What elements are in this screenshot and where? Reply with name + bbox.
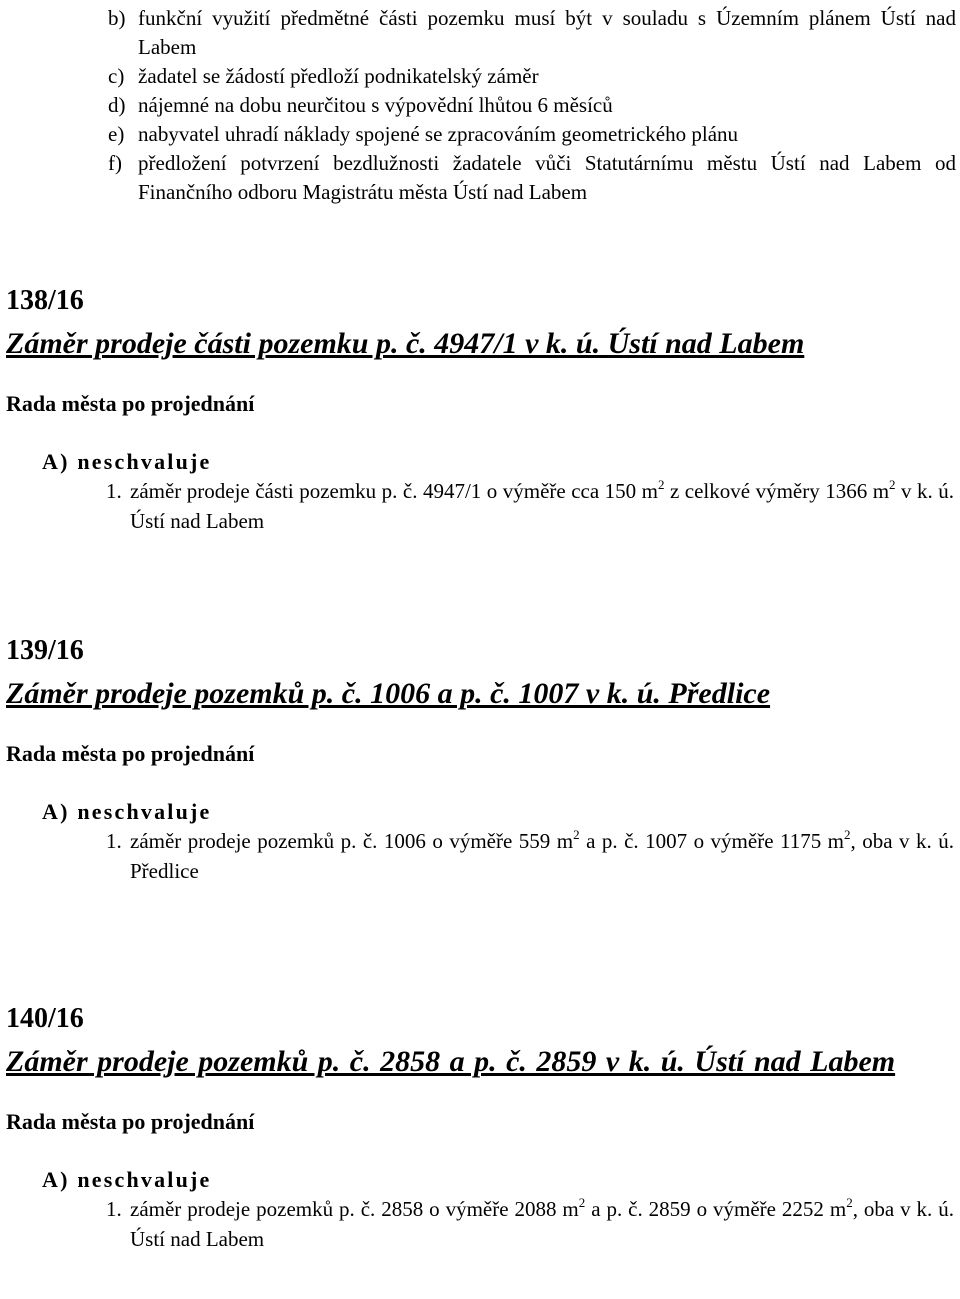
item-number: 1. xyxy=(106,1197,122,1221)
condition-text: žadatel se žádostí předloží podnikatelský záměr xyxy=(138,64,539,88)
council-statement: Rada města po projednání xyxy=(6,1109,255,1134)
condition-marker: c) xyxy=(108,64,125,88)
superscript: 2 xyxy=(889,477,896,492)
condition-text: funkční využití předmětné části pozemku musí být v souladu s Územním plánem Ústí nad Labem xyxy=(138,6,956,59)
item-text-part: záměr prodeje části pozemku p. č. 4947/1 o výměře cca 150 m xyxy=(130,479,658,503)
superscript: 2 xyxy=(578,1195,586,1210)
council-statement: Rada města po projednání xyxy=(6,391,255,416)
item-text xyxy=(130,826,954,886)
condition-item xyxy=(108,149,956,207)
conditions-list xyxy=(108,4,956,207)
resolution-section xyxy=(6,284,954,536)
item-text xyxy=(130,476,954,536)
condition-marker: e) xyxy=(108,122,125,146)
decision-label: A) neschvaluje xyxy=(42,1167,212,1192)
item-text-part: záměr prodeje pozemků p. č. 2858 o výměře 2088 m xyxy=(130,1197,579,1221)
item-number: 1. xyxy=(106,829,122,853)
decision-label: A) neschvaluje xyxy=(42,799,212,824)
resolution-item xyxy=(106,476,954,536)
item-number: 1. xyxy=(106,479,122,503)
resolution-number: 140/16 xyxy=(6,1003,84,1034)
resolution-heading: Záměr prodeje pozemků p. č. 2858 a p. č. 2859 v k. ú. Ústí nad Labem xyxy=(6,1045,896,1078)
item-text-part: , oba v k. ú. Ústí nad Labem xyxy=(130,1197,954,1251)
item-text-part: a p. č. 1007 o výměře 1175 m xyxy=(579,829,845,853)
superscript: 2 xyxy=(573,827,580,842)
item-text-part: a p. č. 2859 o výměře 2252 m xyxy=(585,1197,847,1221)
item-text-part: v k. ú. Ústí nad Labem xyxy=(130,479,955,533)
superscript: 2 xyxy=(844,827,851,842)
superscript: 2 xyxy=(658,477,665,492)
resolution-number: 138/16 xyxy=(6,285,84,316)
decision-label: A) neschvaluje xyxy=(42,449,212,474)
resolution-item xyxy=(106,1194,954,1254)
condition-marker: d) xyxy=(108,93,126,117)
item-text-part: záměr prodeje pozemků p. č. 1006 o výměře 559 m xyxy=(130,829,574,853)
resolution-heading: Záměr prodeje pozemků p. č. 1006 a p. č. 1007 v k. ú. Předlice xyxy=(6,677,771,710)
condition-item xyxy=(108,4,956,62)
condition-marker: f) xyxy=(108,151,122,175)
condition-item xyxy=(108,62,956,91)
item-text xyxy=(130,1194,954,1254)
superscript: 2 xyxy=(846,1195,853,1210)
condition-text: nájemné na dobu neurčitou s výpovědní lhůtou 6 měsíců xyxy=(138,93,613,117)
resolution-section xyxy=(6,1002,954,1254)
condition-text: předložení potvrzení bezdlužnosti žadatele vůči Statutárnímu městu Ústí nad Labem od Finančního odboru Magistrátu města Ústí nad Labem xyxy=(138,151,956,204)
item-text-part: , oba v k. ú. Předlice xyxy=(130,829,954,883)
item-text-part: z celkové výměry 1366 m xyxy=(664,479,890,503)
resolution-number: 139/16 xyxy=(6,635,84,666)
resolution-heading: Záměr prodeje části pozemku p. č. 4947/1 v k. ú. Ústí nad Labem xyxy=(6,327,805,360)
condition-marker: b) xyxy=(108,6,126,30)
council-statement: Rada města po projednání xyxy=(6,741,255,766)
resolution-item xyxy=(106,826,954,886)
resolution-section xyxy=(6,634,954,886)
condition-item xyxy=(108,91,956,120)
condition-text: nabyvatel uhradí náklady spojené se zpracováním geometrického plánu xyxy=(138,122,739,146)
condition-item xyxy=(108,120,956,149)
